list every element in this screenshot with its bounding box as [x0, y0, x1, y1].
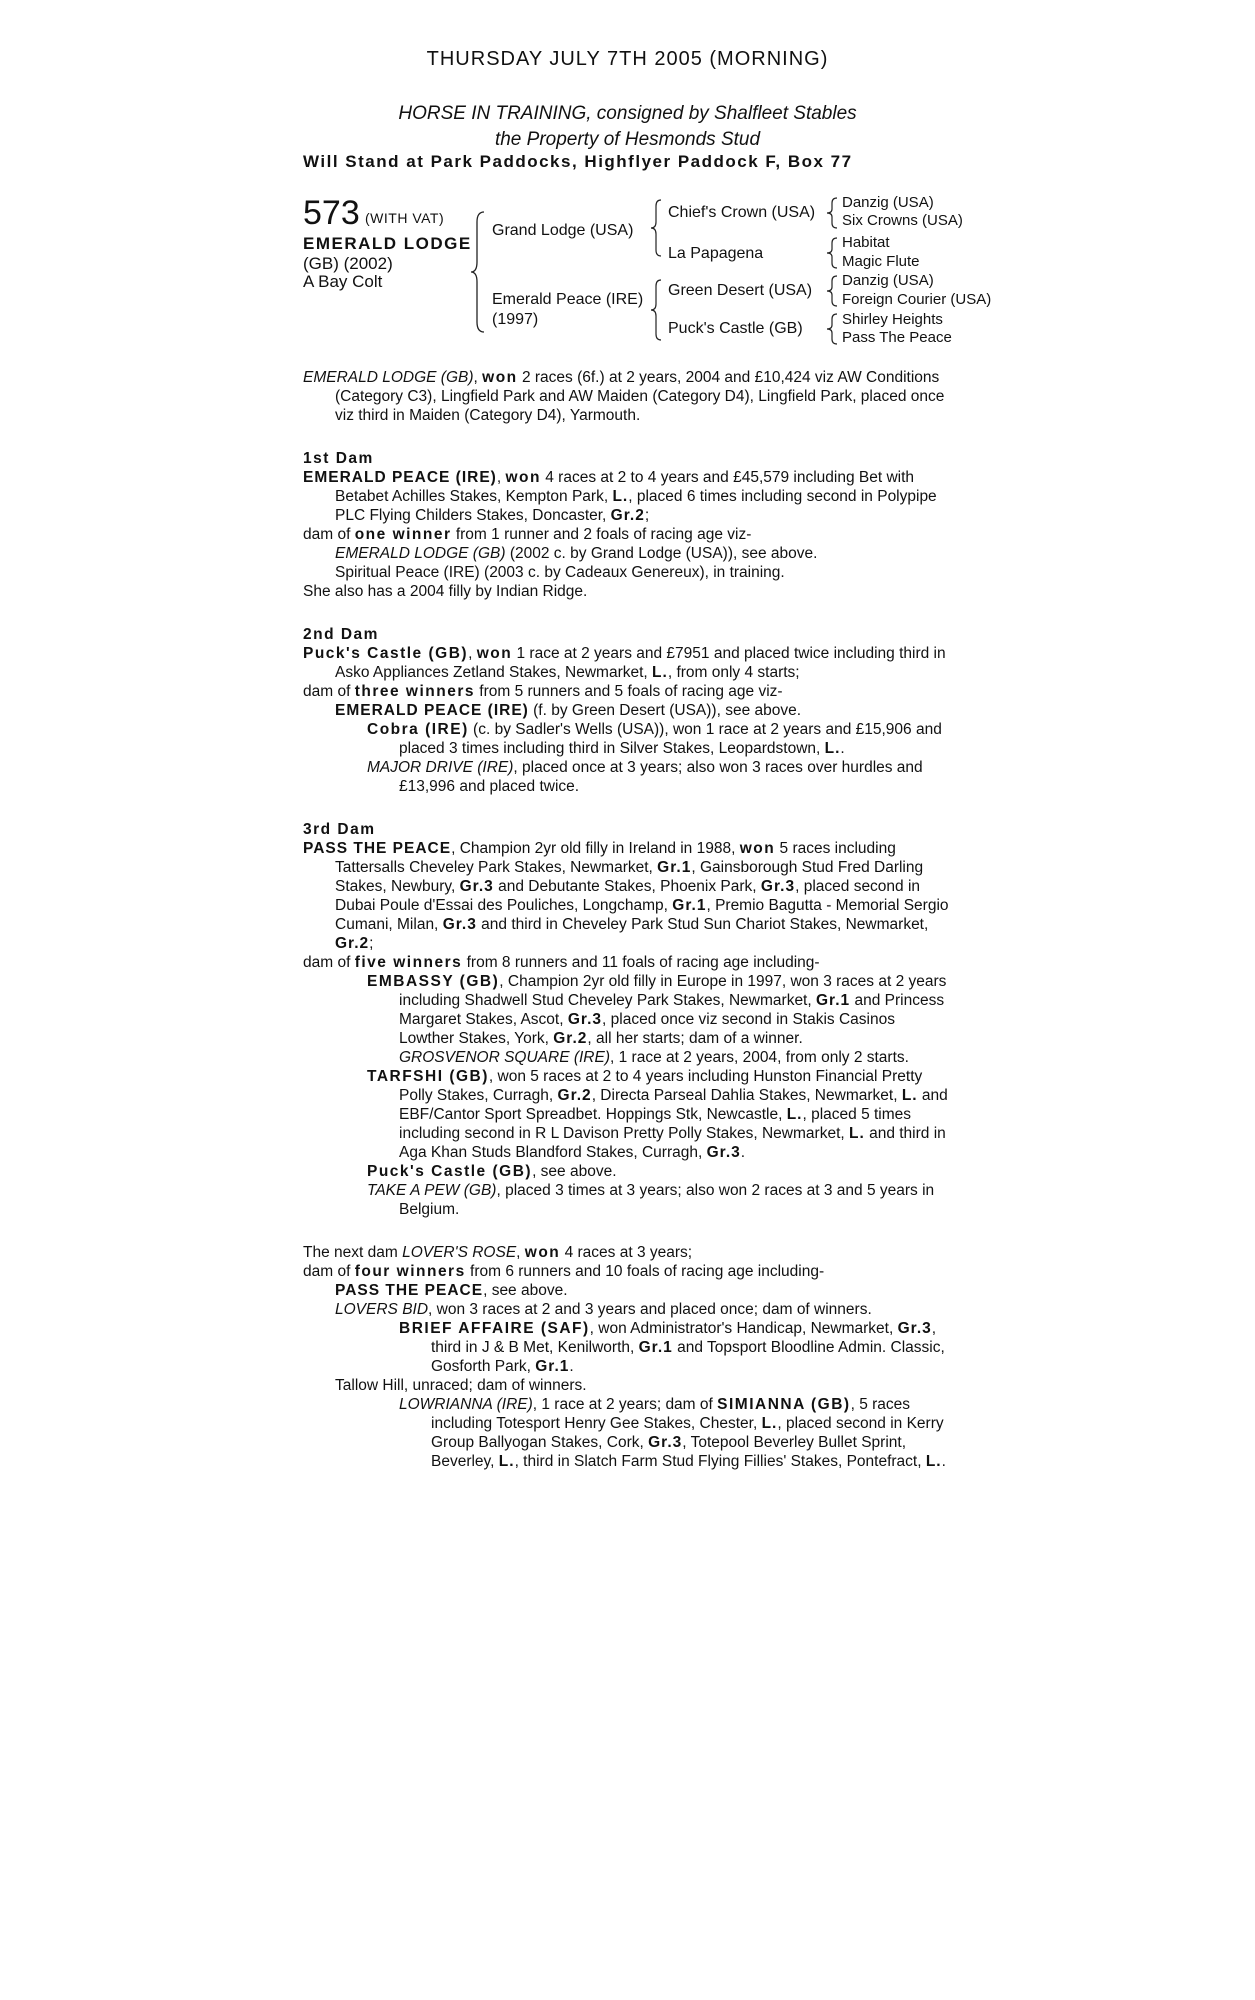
offspring-name: EMBASSY (GB)	[367, 973, 500, 990]
horse-summary-text: 2 races (6f.) at 2 years, 2004 and £10,424 viz AW Conditions (Category C3), Lingfield Park and AW Maiden (Category D4), Lingfield Park, placed once viz third in Maiden (Category D4), Yarmouth.	[335, 369, 945, 424]
offspring-entry	[303, 701, 953, 720]
offspring-name: LOWRIANNA (IRE)	[399, 1396, 533, 1413]
lot-vat: (WITH VAT)	[365, 210, 445, 226]
offspring-text: .	[740, 1144, 746, 1161]
offspring-text: and Princess Margaret Stakes, Ascot,	[399, 992, 945, 1028]
race-grade: L.	[786, 1106, 803, 1123]
third-dam-record	[303, 839, 953, 953]
race-text: ,	[516, 1244, 525, 1261]
pedigree-brace-gg1	[826, 196, 838, 230]
race-grade: L.	[901, 1087, 918, 1104]
won-label: won	[505, 469, 541, 486]
offspring-entry	[303, 1162, 953, 1181]
offspring-name: SIMIANNA (GB)	[717, 1396, 851, 1413]
race-grade: L.	[824, 740, 841, 757]
won-label: won	[524, 1244, 561, 1261]
grand-offspring-entry	[303, 1048, 953, 1067]
pedigree-gg-2: Six Crowns (USA)	[842, 212, 963, 229]
horse-summary: EMERALD LODGE (GB), won 2 races (6f.) at 2 years, 2004 and £10,424 viz AW Conditions (Category C3), Lingfield Park and AW Maiden (Category D4), Lingfield Park, placed once viz third in Maiden (Category D4), Yarmouth.	[303, 369, 945, 424]
offspring-text: , see above.	[532, 1163, 617, 1180]
pedigree-brace-gg3	[826, 274, 838, 308]
pedigree-gg-6: Foreign Courier (USA)	[842, 291, 992, 308]
race-grade: Gr.3	[567, 1011, 603, 1028]
race-text: , Premio Bagutta - Memorial Sergio Cumani, Milan,	[335, 897, 949, 933]
race-text: The next dam	[303, 1244, 403, 1261]
produce-text: from 5 runners and 5 foals of racing age viz-	[474, 683, 783, 700]
offspring-entry	[303, 1300, 953, 1319]
offspring-text: (2002 c. by Grand Lodge (USA)), see above.	[505, 545, 818, 562]
pedigree-brace-gg2	[826, 236, 838, 270]
third-dam-name: PASS THE PEACE	[303, 840, 452, 857]
offspring-text: , Champion 2yr old filly in Europe in 1997, won 3 races at 2 years including Shadwell Stud Cheveley Park Stakes, Newmarket,	[399, 973, 947, 1009]
offspring-name: TARFSHI (GB)	[367, 1068, 489, 1085]
property-line: the Property of Hesmonds Stud	[494, 129, 761, 150]
offspring-entry	[303, 1281, 953, 1300]
offspring-name: PASS THE PEACE	[335, 1282, 484, 1299]
race-grade: Gr.2	[557, 1087, 592, 1104]
won-label: won	[476, 645, 513, 662]
pedigree-brace-main	[470, 210, 486, 334]
consignment-line: HORSE IN TRAINING, consigned by Shalfleet Stables	[398, 103, 857, 124]
offspring-name: EMERALD LODGE (GB)	[335, 545, 506, 562]
pedigree-brace-dam	[650, 278, 662, 342]
offspring-text: , placed second in Kerry Group Ballyogan Stakes, Cork,	[431, 1415, 944, 1451]
offspring-name: Puck's Castle (GB)	[367, 1163, 533, 1180]
pedigree-gg-7: Shirley Heights	[842, 311, 943, 328]
horse-description: A Bay Colt	[303, 272, 383, 291]
pedigree-gg-4: Magic Flute	[842, 253, 920, 270]
pedigree-brace-gg4	[826, 312, 838, 346]
offspring-text: , third in Slatch Farm Stud Flying Fillies' Stakes, Pontefract,	[514, 1453, 926, 1470]
offspring-name: GROSVENOR SQUARE (IRE)	[399, 1049, 610, 1066]
winners-count: one winner	[354, 526, 452, 543]
race-grade: Gr.3	[706, 1144, 741, 1161]
offspring-name: MAJOR DRIVE (IRE)	[367, 759, 514, 776]
race-grade: Gr.2	[553, 1030, 588, 1047]
offspring-text: and EBF/Cantor Sport Spreadbet. Hoppings Stk, Newcastle,	[399, 1087, 948, 1123]
race-grade: Gr.1	[815, 992, 851, 1009]
offspring-text: , all her starts; dam of a winner.	[587, 1030, 803, 1047]
race-grade: Gr.3	[648, 1434, 683, 1451]
race-text: and third in Cheveley Park Stud Sun Chariot Stakes, Newmarket,	[476, 916, 929, 933]
winners-count: four winners	[354, 1263, 466, 1280]
offspring-name: Cobra (IRE)	[367, 721, 469, 738]
produce-text: from 1 runner and 2 foals of racing age viz-	[451, 526, 752, 543]
race-grade: Gr.3	[760, 878, 796, 895]
pedigree-dam	[492, 290, 643, 330]
second-dam-produce	[303, 682, 953, 701]
race-text: ;	[644, 507, 650, 524]
offspring-text: (c. by Sadler's Wells (USA)), won 1 race at 2 years and £15,906 and placed 3 times including third in Silver Stakes, Leopardstown,	[399, 721, 942, 757]
offspring-text: , 1 race at 2 years; dam of	[532, 1396, 718, 1413]
second-dam-record: Puck's Castle (GB), won 1 race at 2 years and £7951 and placed twice including third in Asko Appliances Zetland Stakes, Newmarket, L., from only 4 starts;	[303, 645, 946, 681]
race-grade: Gr.1	[672, 897, 707, 914]
offspring-text: .	[840, 740, 845, 757]
offspring-text: and Topsport Bloodline Admin. Classic, Gosforth Park,	[431, 1339, 945, 1375]
offspring-text: , see above.	[483, 1282, 568, 1299]
pedigree-dam-sire: Green Desert (USA)	[668, 282, 813, 299]
pedigree-dam-year: (1997)	[492, 311, 539, 328]
lot-number: 573	[303, 194, 360, 232]
race-grade: Gr.3	[459, 878, 494, 895]
race-grade: Gr.1	[535, 1358, 570, 1375]
offspring-entry	[303, 1181, 953, 1219]
race-grade: L.	[761, 1415, 778, 1432]
grand-offspring-entry	[303, 1319, 953, 1376]
first-dam-heading: 1st Dam	[303, 450, 374, 467]
offspring-entry	[303, 720, 953, 758]
offspring-text: , placed 5 times including second in R L Davison Pretty Polly Stakes, Newmarket,	[399, 1106, 912, 1142]
offspring-text: , 5 races including Totesport Henry Gee Stakes, Chester,	[431, 1396, 911, 1432]
produce-text: dam of	[303, 683, 355, 700]
race-grade: Gr.3	[442, 916, 477, 933]
offspring-entry: Spiritual Peace (IRE) (2003 c. by Cadeaux Genereux), in training.	[335, 564, 785, 581]
race-text: ;	[369, 935, 374, 952]
race-text: 5 races including Tattersalls Cheveley Park Stakes, Newmarket,	[335, 840, 896, 876]
second-dam-heading: 2nd Dam	[303, 626, 379, 643]
pedigree-gg-3: Habitat	[842, 234, 890, 251]
first-dam-name: EMERALD PEACE (IRE)	[303, 469, 497, 486]
race-text: 1 race at 2 years and £7951 and placed twice including third in Asko Appliances Zetland Stakes, Newmarket,	[335, 645, 946, 681]
offspring-text: (f. by Green Desert (USA)), see above.	[528, 702, 802, 719]
offspring-name: TAKE A PEW (GB)	[367, 1182, 497, 1199]
grand-offspring-entry	[303, 1395, 953, 1471]
produce-text: from 8 runners and 11 foals of racing age including-	[462, 954, 820, 971]
offspring-name: BRIEF AFFAIRE (SAF)	[399, 1320, 590, 1337]
sale-date: THURSDAY JULY 7TH 2005 (MORNING)	[426, 48, 829, 70]
offspring-text: and third in Aga Khan Studs Blandford Stakes, Curragh,	[399, 1125, 946, 1161]
offspring-text: , won Administrator's Handicap, Newmarket,	[589, 1320, 898, 1337]
race-text: , placed second in Dubai Poule d'Essai des Pouliches, Longchamp,	[335, 878, 921, 914]
offspring-text: , Directa Parseal Dahlia Stakes, Newmarket,	[591, 1087, 902, 1104]
pedigree-gg-8: Pass The Peace	[842, 329, 952, 346]
stand-location: Will Stand at Park Paddocks, Highflyer Paddock F, Box 77	[303, 152, 853, 171]
race-grade: L.	[498, 1453, 515, 1470]
second-dam-name: Puck's Castle (GB)	[303, 645, 469, 662]
pedigree-brace-sire	[650, 198, 662, 258]
race-grade: L.	[925, 1453, 942, 1470]
race-text: , placed 6 times including second in Polypipe PLC Flying Childers Stakes, Doncaster,	[335, 488, 937, 524]
won-label: won	[739, 840, 776, 857]
pedigree-gg-1: Danzig (USA)	[842, 194, 934, 211]
race-grade: Gr.3	[897, 1320, 932, 1337]
race-grade: Gr.1	[657, 859, 692, 876]
offspring-text: , placed once viz second in Stakis Casinos Lowther Stakes, York,	[399, 1011, 895, 1047]
race-grade: Gr.2	[335, 935, 370, 952]
pedigree-notes	[303, 368, 953, 1471]
offspring-entry: Tallow Hill, unraced; dam of winners.	[335, 1377, 587, 1394]
offspring-text: , placed 3 times at 3 years; also won 2 races at 3 and 5 years in Belgium.	[399, 1182, 935, 1218]
next-dam-record	[303, 1243, 953, 1262]
produce-text: dam of	[303, 954, 355, 971]
offspring-entry	[303, 972, 953, 1048]
race-grade: L.	[652, 664, 668, 681]
race-text: , from only 4 starts;	[667, 664, 800, 681]
winners-count: three winners	[354, 683, 475, 700]
horse-origin: (GB) (2002)	[303, 254, 393, 273]
offspring-text: .	[941, 1453, 946, 1470]
first-dam-produce	[303, 525, 953, 544]
race-text: , Champion 2yr old filly in Ireland in 1988,	[451, 840, 740, 857]
winners-count: five winners	[354, 954, 463, 971]
horse-summary-name: EMERALD LODGE (GB)	[303, 369, 474, 386]
race-text: 4 races at 3 years;	[560, 1244, 693, 1261]
third-dam-heading: 3rd Dam	[303, 821, 376, 838]
horse-name: EMERALD LODGE	[303, 234, 472, 253]
offspring-text: , placed once at 3 years; also won 3 races over hurdles and £13,996 and placed twice.	[399, 759, 923, 795]
offspring-name: LOVERS BID	[335, 1301, 429, 1318]
offspring-name: EMERALD PEACE (IRE)	[335, 702, 529, 719]
race-text: , Gainsborough Stud Fred Darling Stakes, Newbury,	[335, 859, 924, 895]
third-dam-produce	[303, 953, 953, 972]
produce-text: from 6 runners and 10 foals of racing age including-	[465, 1263, 825, 1280]
offspring-text: , won 5 races at 2 to 4 years including Hunston Financial Pretty Polly Stakes, Curragh,	[399, 1068, 923, 1104]
produce-text: dam of	[303, 526, 355, 543]
offspring-entry	[303, 1067, 953, 1162]
race-grade: L.	[848, 1125, 865, 1142]
race-text: and Debutante Stakes, Phoenix Park,	[493, 878, 761, 895]
race-grade: L.	[612, 488, 629, 505]
offspring-entry	[303, 544, 953, 563]
pedigree-sire-sire: Chief's Crown (USA)	[668, 204, 816, 221]
pedigree-dam-name: Emerald Peace (IRE)	[492, 291, 644, 308]
offspring-text: , won 3 races at 2 and 3 years and placed once; dam of winners.	[428, 1301, 872, 1318]
offspring-text: , third in J & B Met, Kenilworth,	[431, 1320, 937, 1356]
offspring-entry	[303, 758, 953, 796]
pedigree-dam-dam: Puck's Castle (GB)	[668, 320, 803, 337]
offspring-text: , 1 race at 2 years, 2004, from only 2 starts.	[610, 1049, 909, 1066]
first-dam-note: She also has a 2004 filly by Indian Ridge.	[303, 583, 588, 600]
race-grade: Gr.1	[638, 1339, 673, 1356]
next-dam-name: LOVER'S ROSE	[402, 1244, 517, 1261]
offspring-text: , Totepool Beverley Bullet Sprint, Beverley,	[431, 1434, 907, 1470]
offspring-text: .	[569, 1358, 574, 1375]
pedigree-sire: Grand Lodge (USA)	[492, 222, 634, 239]
produce-text: dam of	[303, 1263, 355, 1280]
next-dam-produce	[303, 1262, 953, 1281]
race-text: 4 races at 2 to 4 years and £45,579 including Bet with Betabet Achilles Stakes, Kempton Park,	[335, 469, 915, 505]
pedigree-sire-dam: La Papagena	[668, 245, 764, 262]
won-label: won	[482, 369, 518, 386]
race-grade: Gr.2	[610, 507, 645, 524]
pedigree-gg-5: Danzig (USA)	[842, 272, 934, 289]
first-dam-record: EMERALD PEACE (IRE), won 4 races at 2 to 4 years and £45,579 including Bet with Betabet Achilles Stakes, Kempton Park, L., placed 6 times including second in Polypipe PLC Flying Childers Stakes, Doncaster, Gr.2;	[303, 469, 937, 524]
